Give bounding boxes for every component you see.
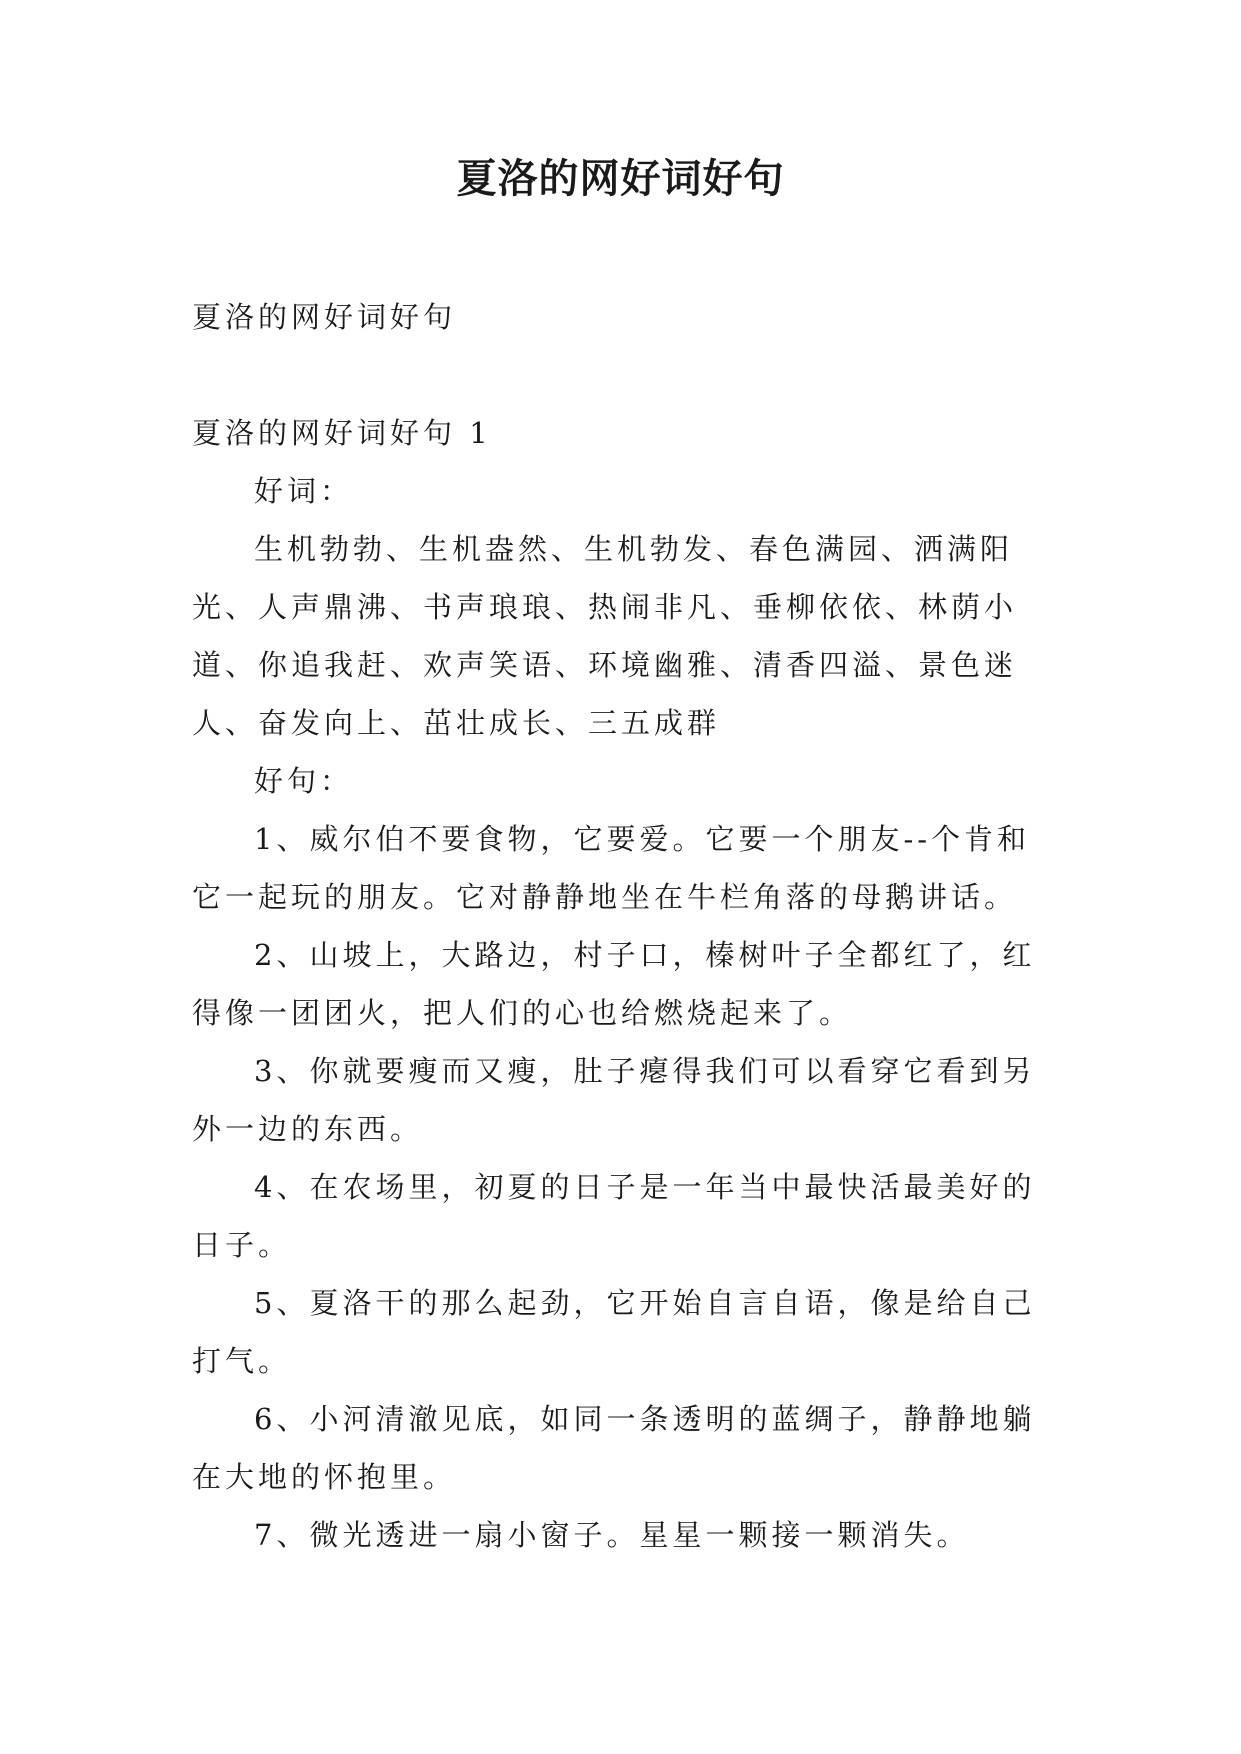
sentence-item: 7、微光透进一扇小窗子。星星一颗接一颗消失。 [254, 1518, 970, 1552]
sentence-item: 4、在农场里，初夏的日子是一年当中最快活最美好的日子。 [192, 1170, 1036, 1262]
sentences-label: 好句： [254, 764, 354, 798]
document-title: 夏洛的网好词好句 [456, 155, 785, 202]
sentence-item: 1、威尔伯不要食物，它要爱。它要一个朋友--个肯和它一起玩的朋友。它对静静地坐在牛栏角落的母鹅讲话。 [192, 822, 1031, 914]
sentence-item: 3、你就要瘦而又瘦，肚子瘪得我们可以看穿它看到另外一边的东西。 [192, 1054, 1036, 1146]
subtitle: 夏洛的网好词好句 [192, 300, 457, 334]
words-label: 好词： [254, 474, 354, 508]
sentence-item: 5、夏洛干的那么起劲，它开始自言自语，像是给自己打气。 [192, 1286, 1036, 1378]
words-paragraph: 生机勃勃、生机盎然、生机勃发、春色满园、洒满阳光、人声鼎沸、书声琅琅、热闹非凡、垂柳依依、林荫小道、你追我赶、欢声笑语、环境幽雅、清香四溢、景色迷人、奋发向上、茁壮成长、三五成群 [192, 532, 1018, 740]
article-body [192, 404, 1052, 1564]
subtitle-block [192, 288, 1052, 346]
sentence-item: 6、小河清澈见底，如同一条透明的蓝绸子，静静地躺在大地的怀抱里。 [192, 1402, 1036, 1494]
sentence-item: 2、山坡上，大路边，村子口，榛树叶子全都红了，红得像一团团火，把人们的心也给燃烧起来了。 [192, 938, 1036, 1030]
section-heading: 夏洛的网好词好句 1 [192, 416, 492, 450]
